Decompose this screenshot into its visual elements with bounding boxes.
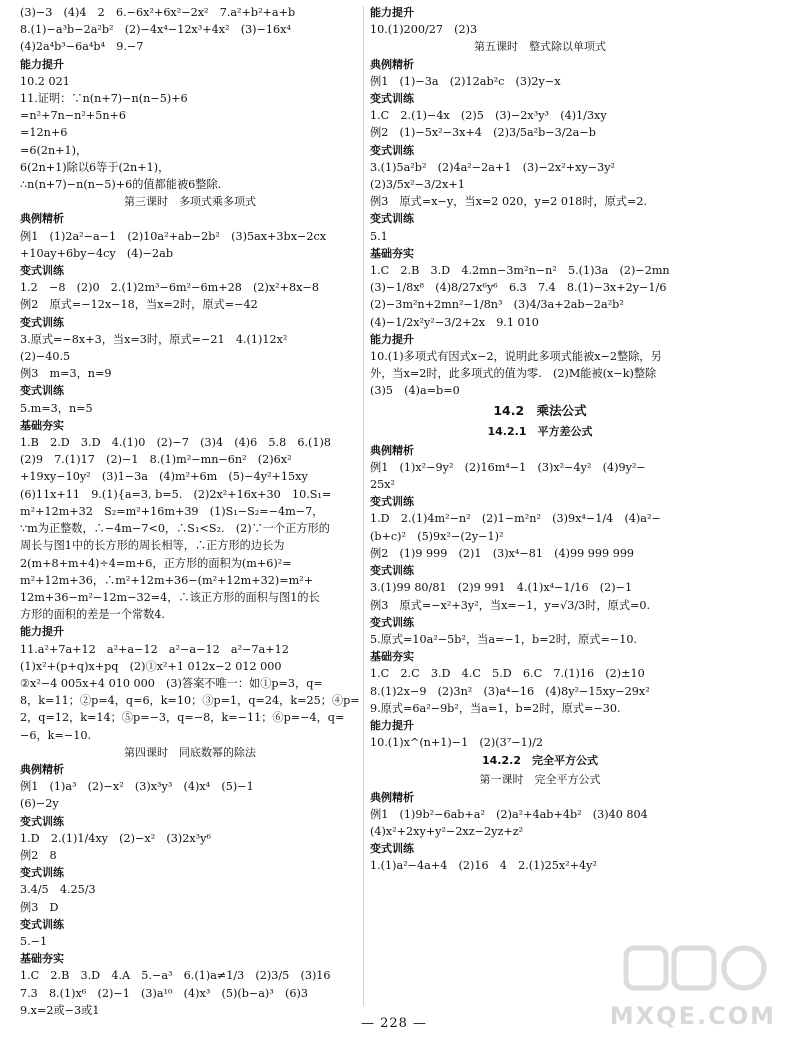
chapter-title: 14.2 乘法公式 [493,402,587,418]
answer-line: 9.x=2或−3或1 [20,1003,100,1017]
answer-line: 1.D 2.(1)1/4xy (2)−x² (3)2x³y⁶ [20,831,211,845]
section-heading: 能力提升 [20,57,64,71]
answer-line: 1.(1)a²−4a+4 (2)16 4 2.(1)25x²+4y² [370,859,597,873]
section-heading: 变式训练 [20,866,64,880]
section-heading: 典例精析 [370,443,414,457]
answer-line: (3)−1/8x⁸ (4)8/27x⁶y⁶ 6.3 7.4 8.(1)−3x+2y−1/6 [370,281,667,295]
answer-line: 5.m=3，n=5 [20,401,93,415]
answer-line: (4)x²+2xy+y²−2xz−2yz+z² [370,824,524,838]
answer-line: =6(2n+1)， [20,143,88,157]
answer-line: 10.(1)200/27 (2)3 [370,23,478,37]
section-heading: 变式训练 [370,495,414,509]
lesson-title: 第一课时 完全平方公式 [479,773,601,787]
answer-line: 5.原式=10a²−5b²，当a=−1，b=2时，原式=−10. [370,632,637,646]
answer-line: 3.原式=−8x+3，当x=3时，原式=−21 4.(1)12x² [20,332,288,346]
answer-line: 例1 (1)9b²−6ab+a² (2)a²+4ab+4b² (3)40 804 [370,807,648,821]
answer-line: 3.(1)99 80/81 (2)9 991 4.(1)x⁴−1/16 (2)−1 [370,581,633,595]
section-heading: 典例精析 [370,57,414,71]
answer-line: 10.2 021 [20,74,70,88]
answer-line: +10ay+6by−4cy (4)−2ab [20,246,174,260]
answer-line: 1.C 2.B 3.D 4.2mn−3m²n−n² 5.(1)3a (2)−2mn [370,264,670,278]
section-heading: 变式训练 [20,917,64,931]
answer-line: 2，q=12，k=14；⑤p=−3，q=−8，k=−11；⑥p=−4，q= [20,711,345,725]
answer-line: 例2 8 [20,848,57,862]
answer-line: 12m+36−m²−12m−32=4，∴该正方形的面积与图1的长 [20,590,320,604]
answer-line: (b+c)² (5)9x²−(2y−1)² [370,529,504,543]
answer-line: 10.(1)x^(n+1)−1 (2)(3⁷−1)/2 [370,736,543,750]
answer-line: 外，当x=2时，此多项式的值为零. (2)M能被(x−k)整除 [370,367,657,381]
section-heading: 能力提升 [370,718,414,732]
watermark [606,940,776,1030]
answer-line: (2)−40.5 [20,350,71,364]
answer-line: 方形的面积的差是一个常数4. [20,608,165,622]
answer-line: 1.B 2.D 3.D 4.(1)0 (2)−7 (3)4 (4)6 5.8 6.(1)8 [20,436,332,450]
answer-line: ∵m为正整数，∴−4m−7<0，∴S₁<S₂. (2)∵一个正方形的 [20,522,330,536]
page-number: — 228 — [360,1016,428,1031]
answer-line: 例3 m=3，n=9 [20,367,112,381]
answer-line: =12n+6 [20,126,68,140]
answer-line: 例3 原式=x−y，当x=2 020，y=2 018时，原式=2. [370,195,648,209]
answer-line: 5.−1 [20,934,48,948]
answer-line: 例3 D [20,900,59,914]
answer-line: 8.(1)2x−9 (2)3n² (3)a⁴−16 (4)8y²−15xy−29x² [370,684,650,698]
section-heading: 变式训练 [20,264,64,278]
answer-line: 例2 (1)−5x²−3x+4 (2)3/5a²b−3/2a−b [370,126,596,140]
right-column [370,4,710,875]
section-heading: 变式训练 [370,212,414,226]
section-heading: 变式训练 [370,92,414,106]
subsection-title: 14.2.2 完全平方公式 [482,754,598,768]
answer-line: 5.1 [370,229,388,243]
lesson-title: 第五课时 整式除以单项式 [474,40,606,54]
answer-line: ∴n(n+7)−n(n−5)+6的值都能被6整除. [20,178,222,192]
answer-line: 11.a²+7a+12 a²+a−12 a²−a−12 a²−7a+12 [20,642,289,656]
answer-line: (6)11x+11 9.(1){a=3, b=5. (2)2x²+16x+30 10.S₁= [20,487,332,501]
answer-line: 25x² [370,478,396,492]
answer-line: (2)9 7.(1)17 (2)−1 8.(1)m²−mn−6n² (2)6x² [20,453,292,467]
answer-line: (3)−3 (4)4 2 6.−6x²+6x²−2x² 7.a²+b²+a+b [20,6,296,19]
left-column [20,4,360,1019]
answer-line: 例1 (1)x²−9y² (2)16m⁴−1 (3)x²−4y² (4)9y²− [370,460,646,474]
answer-line: (6)−2y [20,797,59,811]
section-heading: 能力提升 [370,6,414,19]
answer-line: 1.C 2.(1)−4x (2)5 (3)−2x³y³ (4)1/3xy [370,109,607,123]
answer-line: 7.3 8.(1)x⁶ (2)−1 (3)a¹⁰ (4)x³ (5)(b−a)³ (6)3 [20,986,308,1000]
section-heading: 能力提升 [20,625,64,639]
lesson-title: 第四课时 同底数幂的除法 [124,745,256,759]
section-heading: 基础夯实 [20,952,64,966]
section-heading: 变式训练 [20,315,64,329]
section-heading: 典例精析 [20,762,64,776]
section-heading: 变式训练 [20,814,64,828]
answer-line: 9.原式=6a²−9b²，当a=1，b=2时，原式=−30. [370,701,621,715]
answer-line: (4)−1/2x²y²−3/2+2x 9.1 010 [370,315,539,329]
column-divider [363,6,364,1006]
answer-line: 1.C 2.B 3.D 4.A 5.−a³ 6.(1)a≠1/3 (2)3/5 (3)16 [20,969,331,983]
section-heading: 基础夯实 [370,246,414,260]
section-heading: 变式训练 [370,143,414,157]
answer-line: 6(2n+1)除以6等于(2n+1)， [20,160,170,174]
section-heading: 典例精析 [370,790,414,804]
section-heading: 变式训练 [370,564,414,578]
watermark-text: MXQE.COM [609,1002,776,1030]
answer-line: (1)x²+(p+q)x+pq (2)①x²+1 012x−2 012 000 [20,659,282,673]
answer-line: 2(m+8+m+4)÷4=m+6，正方形的面积为(m+6)²= [20,556,292,570]
answer-line: 周长与图1中的长方形的周长相等，∴正方形的边长为 [20,539,285,553]
answer-line: 例2 原式=−12x−18，当x=2时，原式=−42 [20,298,258,312]
answer-line: −6，k=−10. [20,728,91,742]
section-heading: 能力提升 [370,332,414,346]
section-heading: 变式训练 [20,384,64,398]
answer-line: =n²+7n−n²+5n+6 [20,109,127,123]
section-heading: 变式训练 [370,615,414,629]
answer-line: 例1 (1)−3a (2)12ab²c (3)2y−x [370,74,561,88]
answer-line: (4)2a⁴b³−6a⁴b⁴ 9.−7 [20,40,144,54]
answer-line: (2)3/5x²−3/2x+1 [370,178,465,192]
watermark-logo-icon [606,940,776,1000]
answer-line: ②x²−4 005x+4 010 000 (3)答案不唯一：如①p=3，q= [20,676,323,690]
answer-line: m²+12m+32 S₂=m²+16m+39 (1)S₁−S₂=−4m−7， [20,504,324,518]
answer-line: 例3 原式=−x²+3y²，当x=−1，y=√3/3时，原式=0. [370,598,651,612]
answer-line: 3.(1)5a²b² (2)4a²−2a+1 (3)−2x²+xy−3y² [370,160,616,174]
answer-line: (3)5 (4)a=b=0 [370,384,460,398]
lesson-title: 第三课时 多项式乘多项式 [124,195,256,209]
subsection-title: 14.2.1 平方差公式 [487,424,593,438]
answer-line: 8，k=11；②p=4，q=6，k=10；③p=1，q=24，k=25；④p= [20,694,360,708]
answer-line: m²+12m+36，∴m²+12m+36−(m²+12m+32)=m²+ [20,573,314,587]
answer-line: 8.(1)−a³b−2a²b² (2)−4x⁴−12x³+4x² (3)−16x⁴ [20,23,291,37]
answer-line: 1.D 2.(1)4m²−n² (2)1−m²n² (3)9x⁴−1/4 (4)a²− [370,512,661,526]
answer-line: 10.(1)多项式有因式x−2，说明此多项式能被x−2整除，另 [370,350,662,364]
answer-line: 例2 (1)9 999 (2)1 (3)x⁴−81 (4)99 999 999 [370,546,635,560]
section-heading: 基础夯实 [20,418,64,432]
answer-line: 11.证明：∵n(n+7)−n(n−5)+6 [20,92,188,106]
answer-line: 例1 (1)a³ (2)−x² (3)x³y³ (4)x⁴ (5)−1 [20,780,254,794]
answer-line: 3.4/5 4.25/3 [20,883,96,897]
answer-line: 1.2 −8 (2)0 2.(1)2m³−6m²−6m+28 (2)x²+8x−8 [20,281,319,295]
section-heading: 基础夯实 [370,650,414,664]
section-heading: 变式训练 [370,842,414,856]
section-heading: 典例精析 [20,212,64,226]
answer-line: +19xy−10y² (3)1−3a (4)m²+6m (5)−4y²+15xy [20,470,308,484]
answer-line: 1.C 2.C 3.D 4.C 5.D 6.C 7.(1)16 (2)±10 [370,667,645,681]
answer-line: (2)−3m²n+2mn²−1/8n³ (3)4/3a+2ab−2a²b² [370,298,624,312]
answer-line: 例1 (1)2a²−a−1 (2)10a²+ab−2b² (3)5ax+3bx−2cx [20,229,327,243]
